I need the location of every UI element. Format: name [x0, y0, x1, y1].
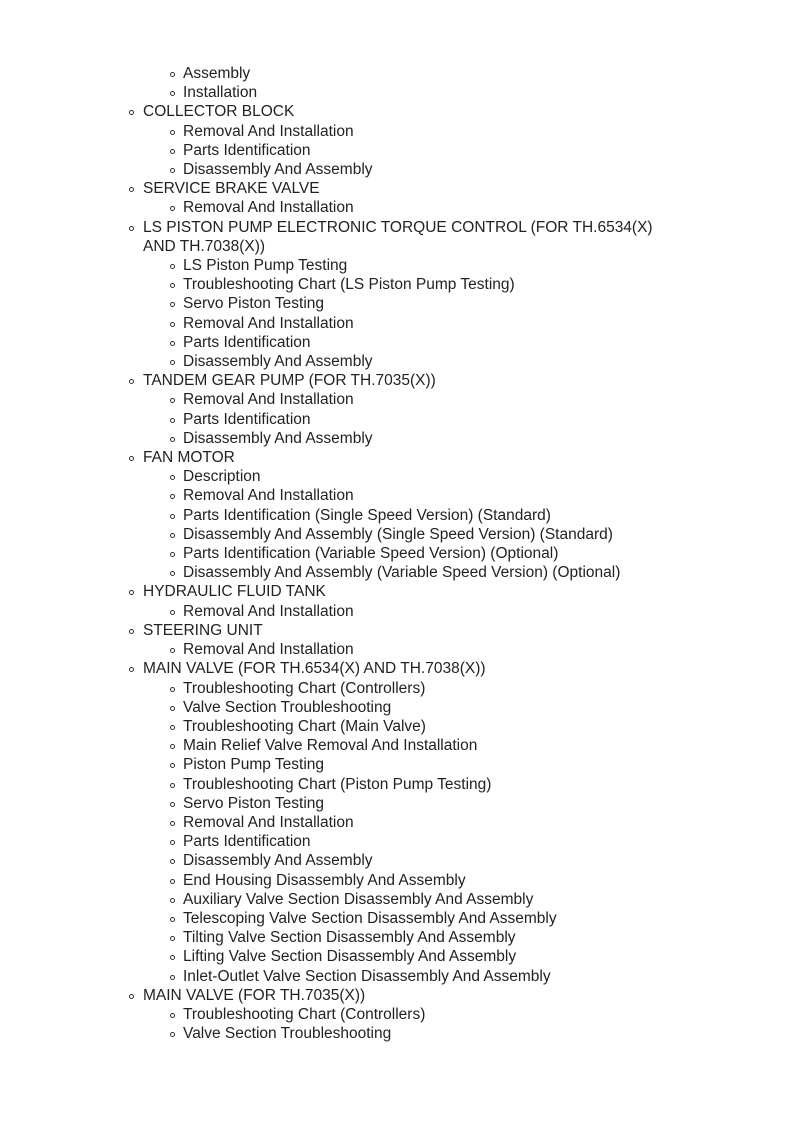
toc-entry-text: MAIN VALVE (FOR TH.6534(X) AND TH.7038(X)): [143, 660, 486, 678]
toc-entry-text: Troubleshooting Chart (Controllers): [183, 679, 426, 697]
toc-section: [128, 659, 688, 678]
hollow-bullet-icon: [170, 360, 175, 365]
toc-subsection: [128, 467, 688, 486]
toc-subsection: [128, 717, 688, 736]
toc-subsection: [128, 813, 688, 832]
toc-entry-text: Servo Piston Testing: [183, 794, 325, 812]
hollow-bullet-icon: [170, 302, 175, 307]
hollow-bullet-icon: [170, 206, 175, 211]
hollow-bullet-icon: [170, 130, 175, 135]
hollow-bullet-icon: [170, 1013, 175, 1018]
toc-subsection: [128, 410, 688, 429]
hollow-bullet-icon: [170, 475, 175, 480]
toc-entry-text: Parts Identification: [183, 333, 311, 351]
hollow-bullet-icon: [170, 168, 175, 173]
toc-entry-text: Parts Identification: [183, 833, 311, 851]
hollow-bullet-icon: [129, 667, 134, 672]
hollow-bullet-icon: [170, 149, 175, 154]
toc-subsection: [128, 871, 688, 890]
hollow-bullet-icon: [170, 571, 175, 576]
toc-subsection: [128, 1005, 688, 1024]
toc-subsection: [128, 698, 688, 717]
toc-entry-text: TANDEM GEAR PUMP (FOR TH.7035(X)): [143, 372, 436, 390]
toc-subsection: [128, 928, 688, 947]
toc-entry-text: Assembly: [183, 65, 251, 82]
toc-subsection: [128, 967, 688, 986]
hollow-bullet-icon: [170, 763, 175, 768]
hollow-bullet-icon: [170, 648, 175, 653]
toc-entry-text: SERVICE BRAKE VALVE: [143, 180, 320, 198]
toc-subsection: [128, 679, 688, 698]
toc-subsection: [128, 333, 688, 352]
hollow-bullet-icon: [129, 379, 134, 384]
toc-subsection: [128, 64, 688, 83]
toc-entry-text: Removal And Installation: [183, 122, 354, 140]
toc-entry-text: MAIN VALVE (FOR TH.7035(X)): [143, 986, 366, 1004]
toc-subsection: [128, 352, 688, 371]
hollow-bullet-icon: [170, 322, 175, 327]
toc-entry-text: Disassembly And Assembly: [183, 852, 373, 870]
hollow-bullet-icon: [170, 552, 175, 557]
toc-entry-text: Removal And Installation: [183, 641, 354, 659]
hollow-bullet-icon: [170, 840, 175, 845]
hollow-bullet-icon: [129, 110, 134, 115]
hollow-bullet-icon: [129, 629, 134, 634]
hollow-bullet-icon: [170, 398, 175, 403]
hollow-bullet-icon: [170, 494, 175, 499]
toc-subsection: [128, 486, 688, 505]
hollow-bullet-icon: [170, 533, 175, 538]
hollow-bullet-icon: [129, 226, 134, 231]
toc-subsection: [128, 256, 688, 275]
hollow-bullet-icon: [170, 283, 175, 288]
toc-entry-text: STEERING UNIT: [143, 621, 263, 639]
hollow-bullet-icon: [170, 610, 175, 615]
hollow-bullet-icon: [129, 456, 134, 461]
hollow-bullet-icon: [170, 264, 175, 269]
toc-subsection: [128, 775, 688, 794]
toc-entry-text: Parts Identification (Single Speed Version) (Standard): [183, 506, 551, 524]
hollow-bullet-icon: [170, 898, 175, 903]
hollow-bullet-icon: [170, 687, 175, 692]
toc-entry-text: Disassembly And Assembly: [183, 161, 373, 179]
toc-entry-text: Parts Identification: [183, 410, 311, 428]
hollow-bullet-icon: [170, 418, 175, 423]
toc-entry-text: Disassembly And Assembly (Single Speed Version) (Standard): [183, 525, 613, 543]
toc-entry-text: Removal And Installation: [183, 813, 354, 831]
toc-subsection: [128, 275, 688, 294]
hollow-bullet-icon: [170, 341, 175, 346]
hollow-bullet-icon: [170, 91, 175, 96]
toc-subsection: [128, 294, 688, 313]
toc-subsection: [128, 851, 688, 870]
toc-subsection: [128, 525, 688, 544]
toc-entry-text: Tilting Valve Section Disassembly And Assembly: [183, 929, 516, 947]
toc-section: [128, 582, 688, 601]
hollow-bullet-icon: [129, 187, 134, 192]
hollow-bullet-icon: [170, 437, 175, 442]
toc-subsection: [128, 890, 688, 909]
toc-entry-text: Removal And Installation: [183, 602, 354, 620]
toc-subsection: [128, 141, 688, 160]
toc-subsection: [128, 755, 688, 774]
hollow-bullet-icon: [170, 879, 175, 884]
toc-entry-text: Removal And Installation: [183, 487, 354, 505]
toc-subsection: [128, 602, 688, 621]
toc-subsection: [128, 314, 688, 333]
toc-subsection: [128, 947, 688, 966]
toc-subsection: [128, 909, 688, 928]
toc-entry-text: Parts Identification (Variable Speed Version) (Optional): [183, 545, 559, 563]
toc-subsection: [128, 122, 688, 141]
toc-entry-text: End Housing Disassembly And Assembly: [183, 871, 466, 889]
toc-subsection: [128, 563, 688, 582]
toc-entry-text: Lifting Valve Section Disassembly And Assembly: [183, 948, 517, 966]
table-of-contents: [128, 64, 688, 1043]
toc-entry-text: Troubleshooting Chart (Controllers): [183, 1005, 426, 1023]
toc-entry-text: Disassembly And Assembly: [183, 429, 373, 447]
toc-entry-text: LS PISTON PUMP ELECTRONIC TORQUE CONTROL (FOR TH.6534(X) AND TH.7038(X)): [143, 218, 653, 255]
toc-entry-text: Troubleshooting Chart (Piston Pump Testing): [183, 775, 492, 793]
toc-section: [128, 621, 688, 640]
toc-entry-text: Disassembly And Assembly: [183, 353, 373, 371]
toc-entry-text: Parts Identification: [183, 141, 311, 159]
hollow-bullet-icon: [170, 936, 175, 941]
toc-section: [128, 448, 688, 467]
hollow-bullet-icon: [170, 917, 175, 922]
toc-subsection: [128, 1024, 688, 1043]
toc-entry-text: Inlet-Outlet Valve Section Disassembly And Assembly: [183, 967, 551, 985]
hollow-bullet-icon: [170, 744, 175, 749]
toc-entry-text: Installation: [183, 84, 258, 102]
toc-subsection: [128, 832, 688, 851]
toc-subsection: [128, 736, 688, 755]
toc-entry-text: Telescoping Valve Section Disassembly And Assembly: [183, 909, 557, 927]
toc-section: [128, 371, 688, 390]
hollow-bullet-icon: [170, 1032, 175, 1037]
toc-entry-text: Disassembly And Assembly (Variable Speed Version) (Optional): [183, 564, 621, 582]
hollow-bullet-icon: [170, 706, 175, 711]
toc-subsection: [128, 794, 688, 813]
toc-section: [128, 986, 688, 1005]
toc-subsection: [128, 83, 688, 102]
toc-subsection: [128, 198, 688, 217]
toc-entry-text: Removal And Installation: [183, 314, 354, 332]
hollow-bullet-icon: [170, 859, 175, 864]
hollow-bullet-icon: [129, 590, 134, 595]
toc-entry-text: COLLECTOR BLOCK: [143, 103, 295, 121]
toc-subsection: [128, 160, 688, 179]
hollow-bullet-icon: [170, 514, 175, 519]
hollow-bullet-icon: [170, 955, 175, 960]
toc-subsection: [128, 544, 688, 563]
toc-subsection: [128, 506, 688, 525]
toc-entry-text: Troubleshooting Chart (LS Piston Pump Testing): [183, 276, 515, 294]
toc-entry-text: Main Relief Valve Removal And Installation: [183, 737, 478, 755]
toc-section: [128, 179, 688, 198]
toc-entry-text: Servo Piston Testing: [183, 295, 325, 313]
toc-entry-text: Valve Section Troubleshooting: [183, 698, 392, 716]
toc-subsection: [128, 640, 688, 659]
toc-section: [128, 102, 688, 121]
toc-subsection: [128, 390, 688, 409]
toc-entry-text: Troubleshooting Chart (Main Valve): [183, 717, 426, 735]
hollow-bullet-icon: [170, 725, 175, 730]
hollow-bullet-icon: [129, 994, 134, 999]
toc-entry-text: Removal And Installation: [183, 391, 354, 409]
toc-entry-text: HYDRAULIC FLUID TANK: [143, 583, 326, 601]
hollow-bullet-icon: [170, 72, 175, 77]
hollow-bullet-icon: [170, 975, 175, 980]
toc-entry-text: LS Piston Pump Testing: [183, 257, 348, 275]
toc-entry-text: Removal And Installation: [183, 199, 354, 217]
toc-entry-text: Auxiliary Valve Section Disassembly And Assembly: [183, 890, 534, 908]
hollow-bullet-icon: [170, 802, 175, 807]
toc-entry-text: Piston Pump Testing: [183, 756, 325, 774]
toc-entry-text: Valve Section Troubleshooting: [183, 1025, 392, 1043]
toc-entry-text: FAN MOTOR: [143, 449, 235, 467]
hollow-bullet-icon: [170, 821, 175, 826]
toc-section: [128, 218, 688, 256]
toc-subsection: [128, 429, 688, 448]
hollow-bullet-icon: [170, 783, 175, 788]
toc-entry-text: Description: [183, 468, 261, 486]
